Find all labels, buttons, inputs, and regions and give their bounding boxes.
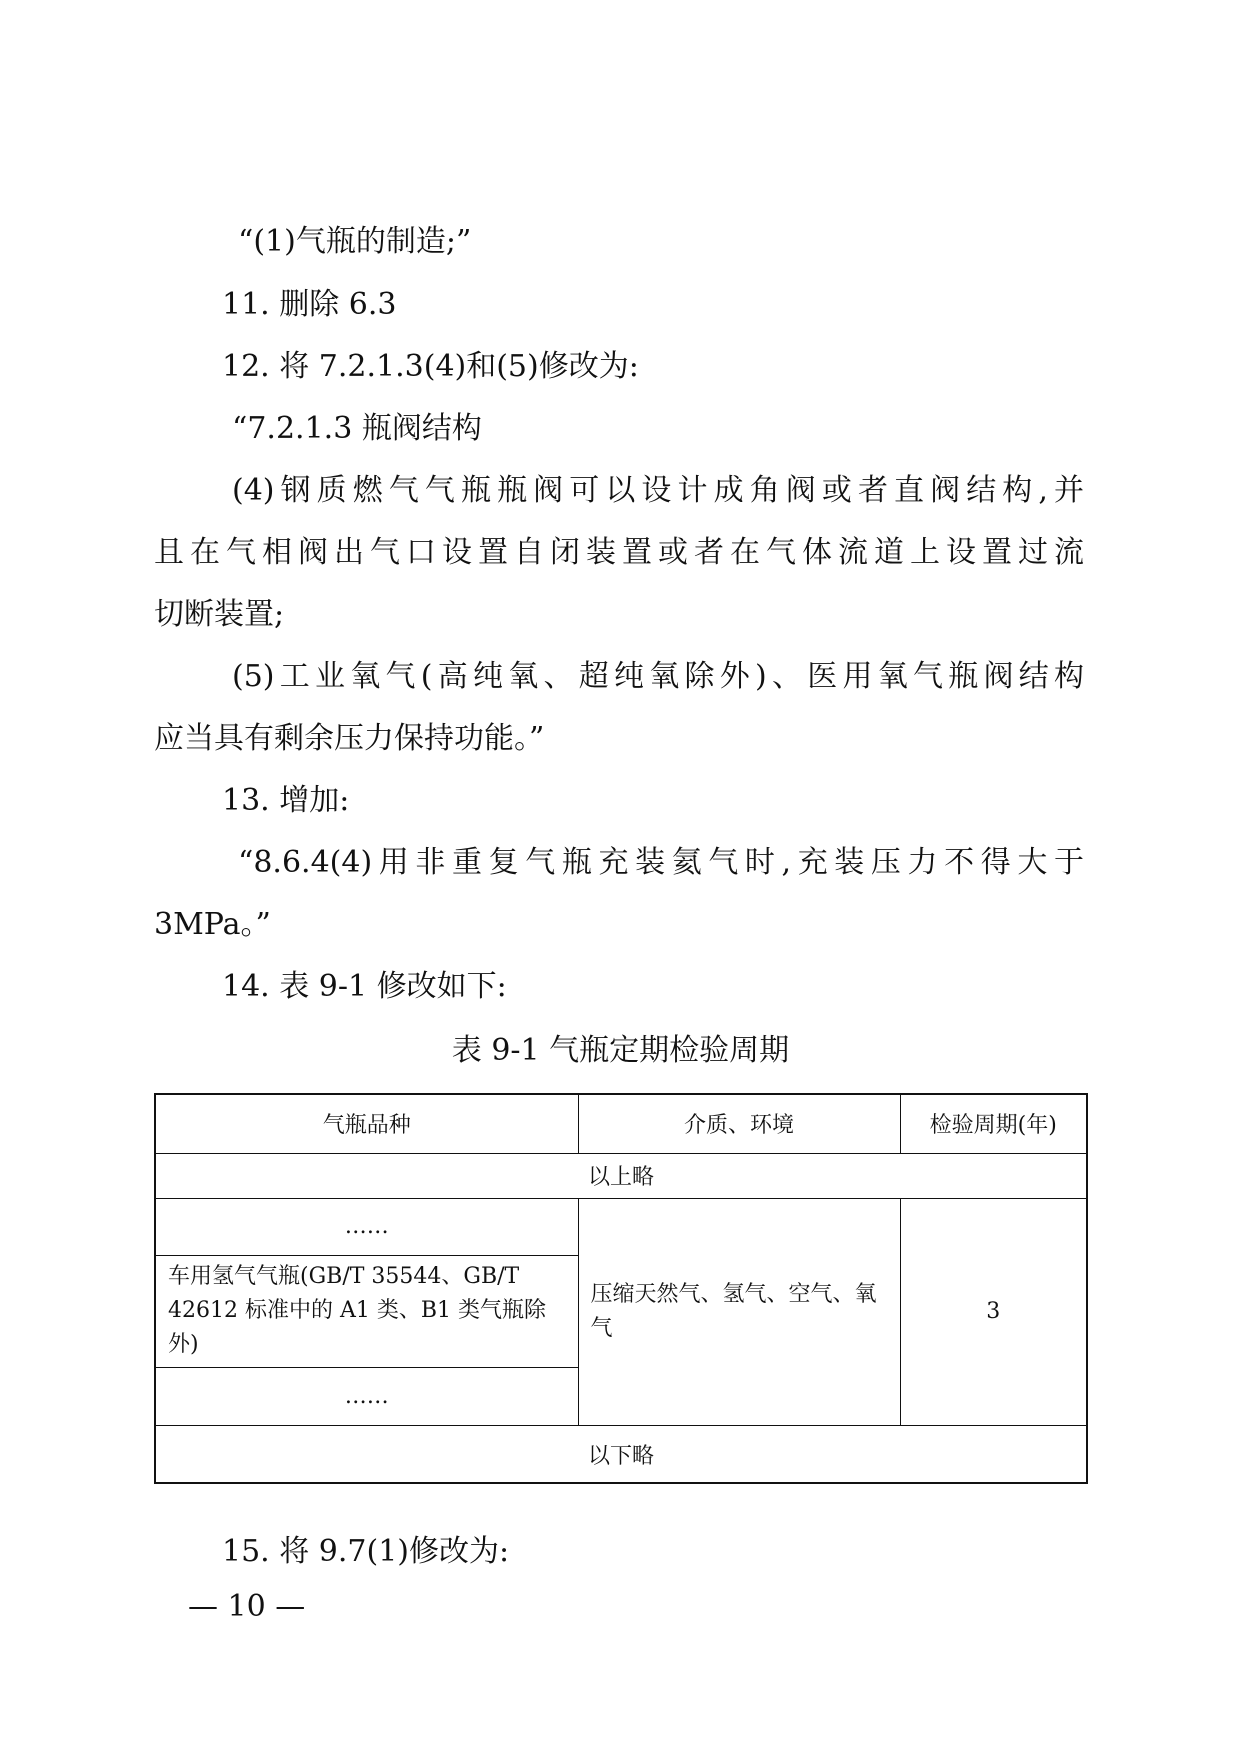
vehicle-hydrogen-cylinder-cell: 车用氢气气瓶(GB/T 35544、GB/T 42612 标准中的 A1 类、B1 类气瓶除外) [155,1255,578,1367]
below-omitted-cell: 以下略 [155,1426,1087,1483]
header-cylinder-type: 气瓶品种 [155,1094,578,1153]
item-14: 14. 表 9-1 修改如下: [222,969,507,1004]
para5-line2: 应当具有剩余压力保持功能。” [154,721,545,756]
item-11: 11. 删除 6.3 [222,287,397,322]
para4-line3: 切断装置; [154,597,285,632]
table-row [155,1426,1087,1483]
page-number: — 10 — [188,1589,306,1624]
quote-864-line1: “8.6.4(4)用非重复气瓶充装氦气时,充装压力不得大于 [238,845,1084,880]
item-13: 13. 增加: [222,783,350,818]
item-15: 15. 将 9.7(1)修改为: [222,1534,510,1569]
clause-heading: “7.2.1.3 瓶阀结构 [232,411,482,446]
ellipsis-bottom-cell: …… [155,1368,578,1426]
para5-line1: (5)工业氧气(高纯氧、超纯氧除外)、医用氧气瓶阀结构 [232,659,1084,694]
table-caption: 表 9-1 气瓶定期检验周期 [451,1033,790,1068]
table-header-row [155,1094,1087,1153]
inspection-period-table [154,1093,1088,1484]
header-medium: 介质、环境 [578,1094,900,1153]
table-row [155,1198,1087,1255]
table-row [155,1153,1087,1198]
period-cell: 3 [900,1198,1087,1426]
above-omitted-cell: 以上略 [155,1153,1087,1198]
para4-line1: (4)钢质燃气气瓶瓶阀可以设计成角阀或者直阀结构,并 [232,473,1084,508]
quote-cylinder-manufacture: “(1)气瓶的制造;” [238,224,472,259]
medium-cell: 压缩天然气、氢气、空气、氧气 [578,1198,900,1426]
ellipsis-top-cell: …… [155,1198,578,1255]
quote-864-line2: 3MPa。” [154,907,271,942]
para4-line2: 且在气相阀出气口设置自闭装置或者在气体流道上设置过流 [154,535,1084,570]
header-period: 检验周期(年) [900,1094,1087,1153]
item-12: 12. 将 7.2.1.3(4)和(5)修改为: [222,349,639,384]
